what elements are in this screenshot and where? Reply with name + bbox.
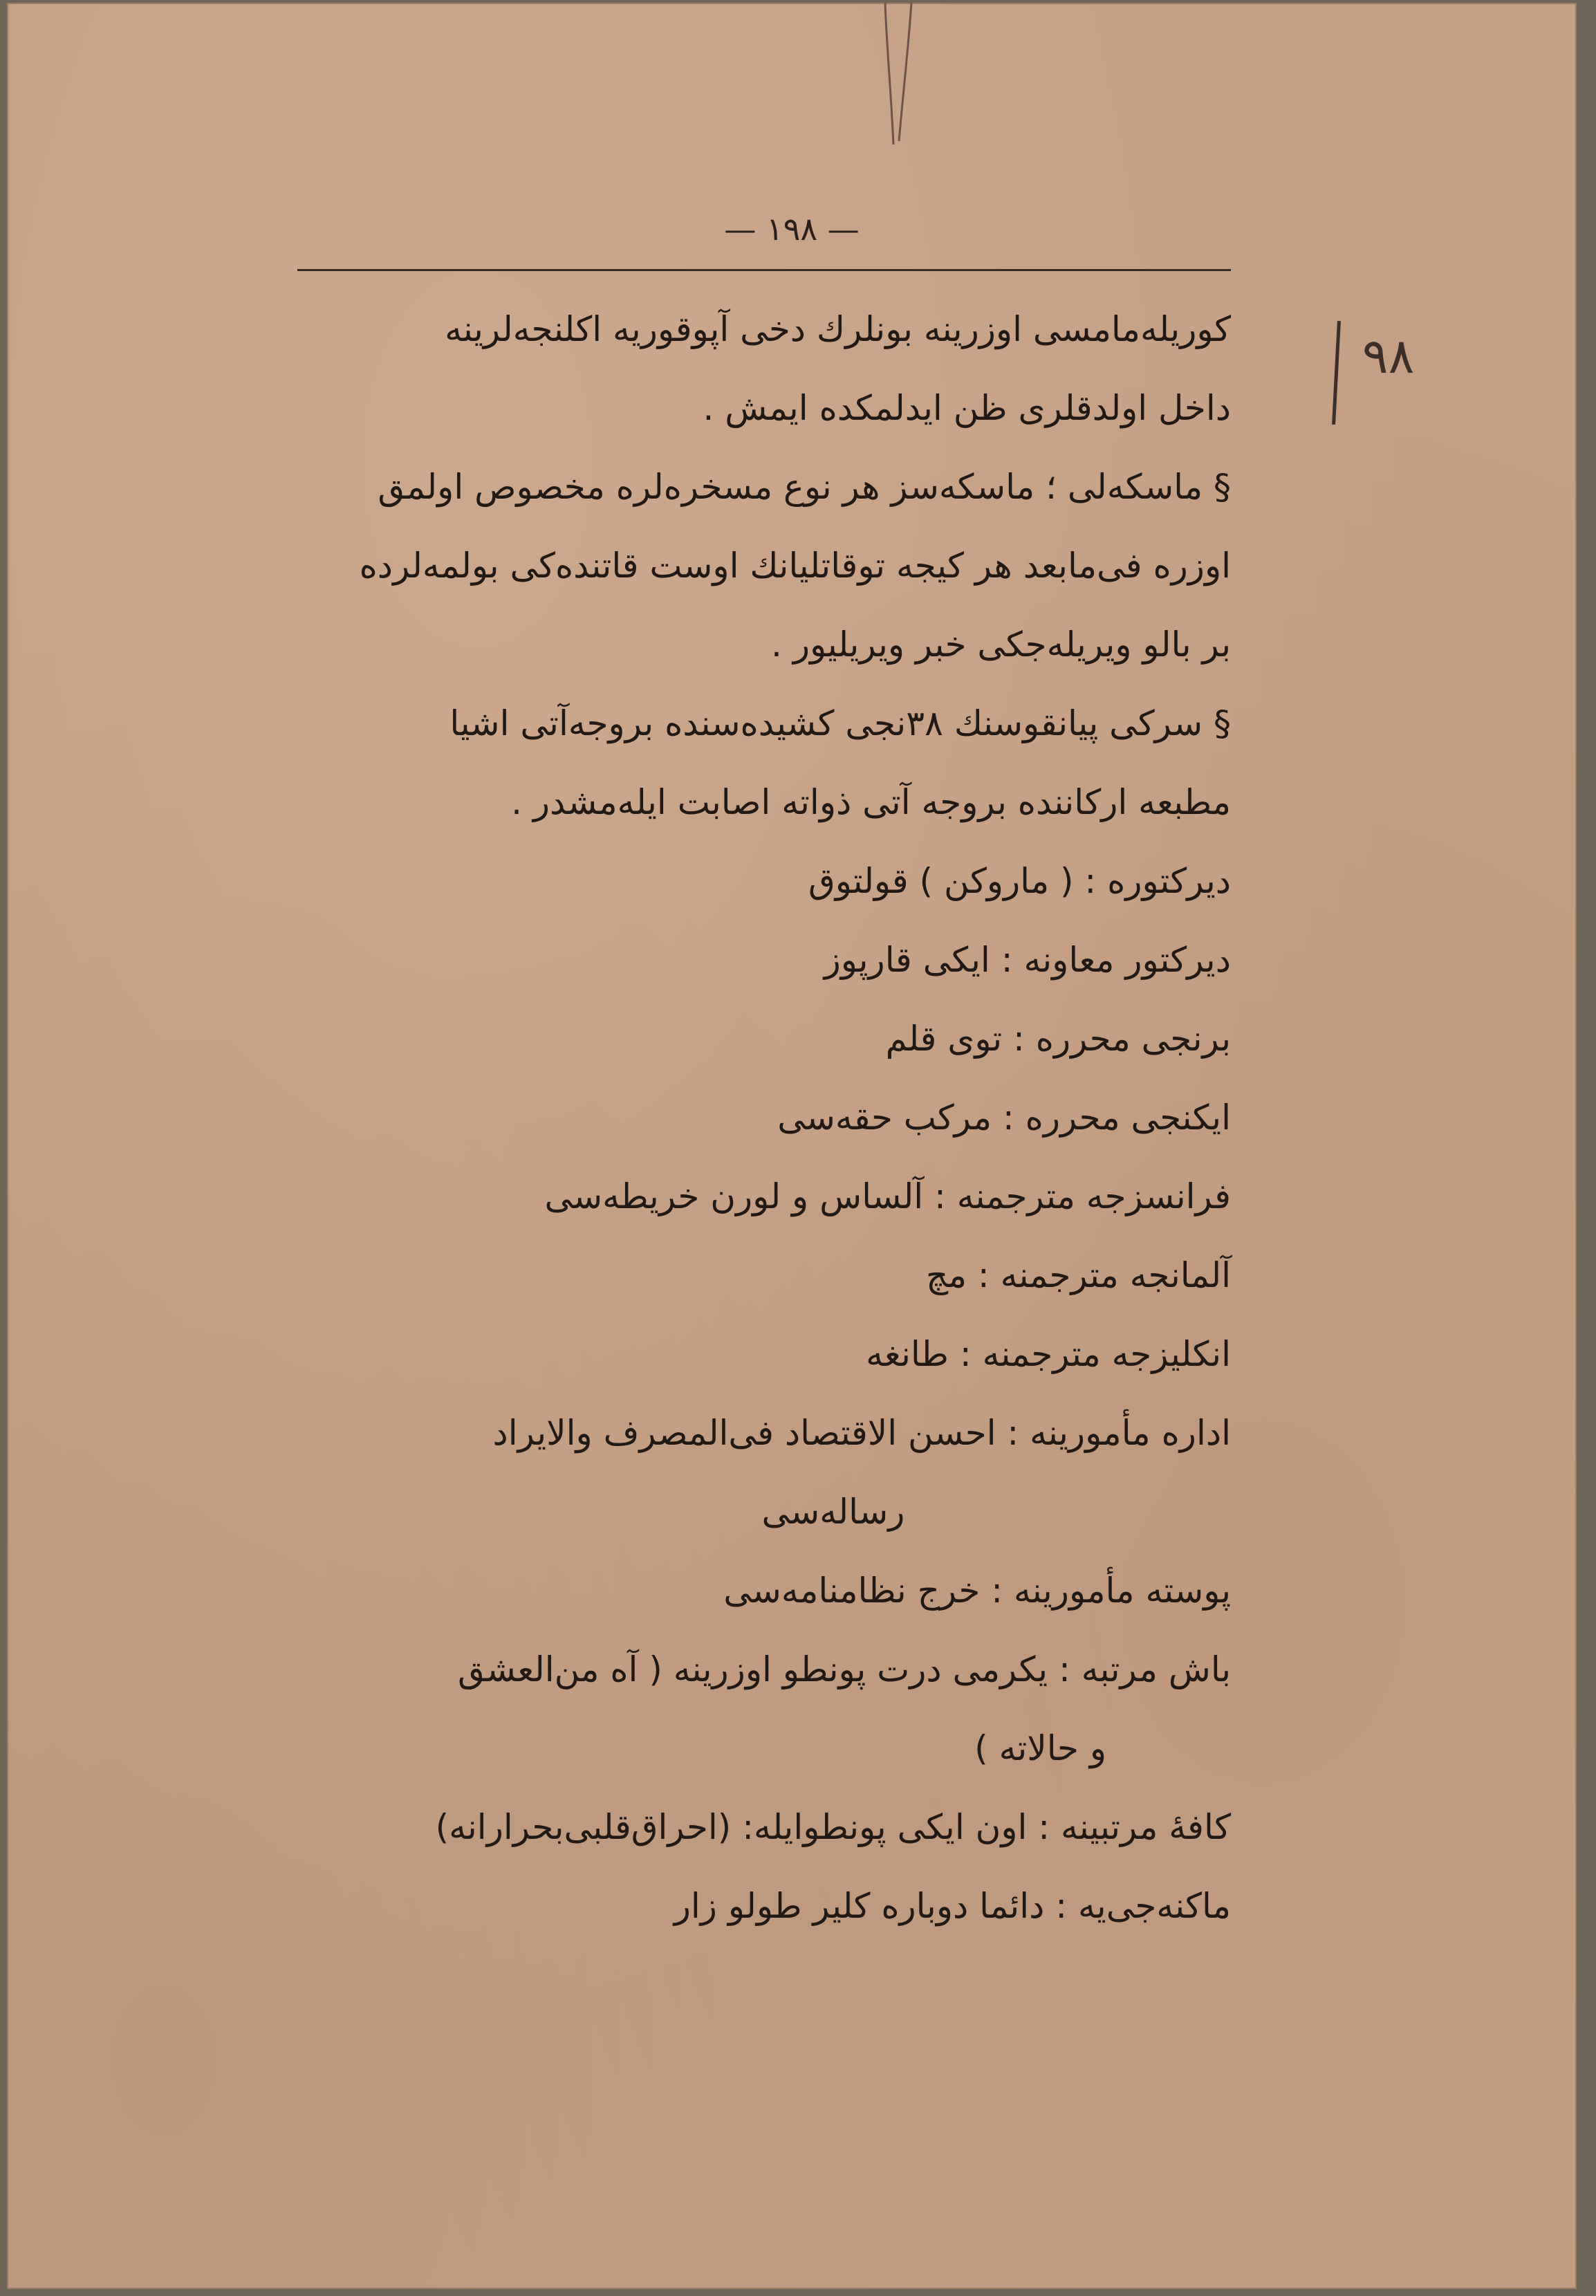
prize-item: ایکنجی محرره : مرکب حقه‌سی [777, 1098, 1231, 1138]
prize-item-continuation: و حالاته ) [974, 1728, 1106, 1768]
header-rule [297, 269, 1231, 271]
paragraph-1-line-1: کوریله‌مامسی اوزرینه بونلرك دخی آپوقوریه اکلنجه‌لرینه [445, 309, 1231, 349]
prize-item: انکلیزجه مترجمنه : طانغه [866, 1334, 1231, 1374]
margin-note [1321, 314, 1487, 452]
margin-note-number: ۹۸ [1362, 328, 1415, 385]
paragraph-2-line-2: اوزره فی‌مابعد هر کیجه توقاتلیانك اوست قاتنده‌کی بولمه‌لرده [359, 546, 1231, 586]
prize-item: ماکنه‌جی‌یه : دائما دوباره کلیر طولو زار [674, 1886, 1231, 1926]
prize-item: کافهٔ مرتبینه : اون ایکی پونطوایله: (احراق‌قلبی‌بحرارانه) [435, 1807, 1231, 1847]
document-page [7, 3, 1577, 2289]
prize-item: آلمانجه مترجمنه : مچ [925, 1255, 1231, 1295]
prize-item-continuation: رساله‌سی [761, 1492, 905, 1532]
pencil-stroke [878, 3, 920, 148]
paragraph-2-line-3: بر بالو ویریله‌جکی خبر ویریلیور . [771, 624, 1231, 665]
prize-item: دیرکتوره : ( ماروکن ) قولتوق [808, 861, 1231, 901]
paragraph-3-line-2: مطبعه ارکاننده بروجه آتی ذواته اصابت ایله‌مشدر . [511, 782, 1231, 822]
prize-item: دیرکتور معاونه : ایکی قارپوز [824, 940, 1231, 980]
prize-item: برنجی محرره : توی قلم [885, 1019, 1231, 1059]
page-number: — ۱۹۸ — [724, 210, 860, 248]
body-text [297, 290, 1231, 1945]
paragraph-1-line-2: داخل اولدقلری ظن ایدلمکده ایمش . [703, 388, 1231, 428]
prize-item: اداره مأمورینه : احسن الاقتصاد فی‌المصرف والایراد [492, 1413, 1231, 1453]
prize-item: فرانسزجه مترجمنه : آلساس و لورن خریطه‌سی [544, 1176, 1231, 1216]
margin-note-bar [1332, 321, 1341, 425]
prize-item: پوسته مأمورینه : خرج نظامنامه‌سی [723, 1571, 1231, 1611]
prize-item: باش مرتبه : یکرمی درت پونطو اوزرینه ( آه من‌العشق [458, 1649, 1231, 1689]
paragraph-2-line-1: § ماسکه‌لی ؛ ماسکه‌سز هر نوع مسخره‌لره مخصوص اولمق [378, 467, 1231, 507]
paragraph-3-line-1: § سرکی پیانقوسنك ۳۸نجی کشیده‌سنده بروجه‌آتی اشیا [449, 703, 1231, 743]
